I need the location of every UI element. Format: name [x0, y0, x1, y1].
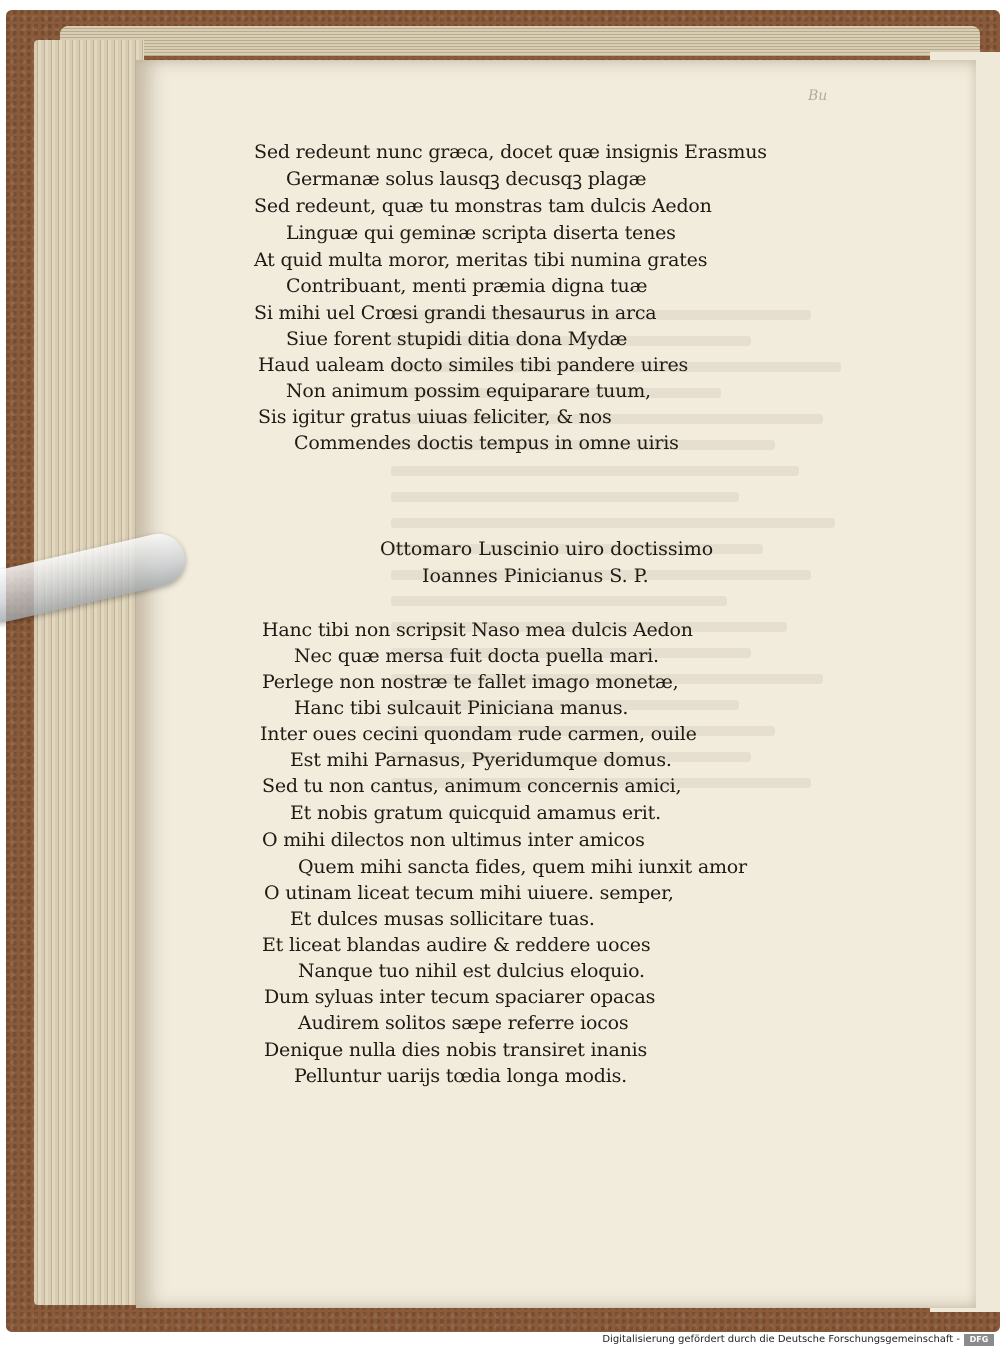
poem-heading-line2: Ioannes Pinicianus S. P.	[422, 565, 649, 587]
verse-line: Nanque tuo nihil est dulcius eloquio.	[298, 960, 645, 982]
verse-line: Hanc tibi non scripsit Naso mea dulcis Aedon	[262, 619, 693, 641]
verse-line: Est mihi Parnasus, Pyeridumque domus.	[290, 749, 672, 771]
verse-line: Contribuant, menti præmia digna tuæ	[286, 275, 648, 297]
verse-line: Pelluntur uarijs tœdia longa modis.	[294, 1065, 627, 1087]
page-edges-top	[60, 26, 980, 56]
verse-line: Nec quæ mersa fuit docta puella mari.	[294, 645, 659, 667]
verse-line: Siue forent stupidi ditia dona Mydæ	[286, 328, 628, 350]
footer-bar	[0, 1332, 1000, 1347]
verse-line: O mihi dilectos non ultimus inter amicos	[262, 829, 645, 851]
verse-line: Et nobis gratum quicquid amamus erit.	[290, 802, 661, 824]
digitization-credit: Digitalisierung gefördert durch die Deutsche Forschungsgemeinschaft -	[602, 1334, 960, 1345]
verse-line: Germanæ solus lausqꝫ decusqꝫ plagæ	[286, 168, 647, 190]
verse-line: Sed redeunt nunc græca, docet quæ insignis Erasmus	[254, 141, 767, 163]
verse-line: Haud ualeam docto similes tibi pandere uires	[258, 354, 689, 376]
verse-line: Commendes doctis tempus in omne uiris	[294, 432, 679, 454]
verse-line: Non animum possim equiparare tuum,	[286, 380, 651, 402]
verse-line: At quid multa moror, meritas tibi numina grates	[254, 249, 708, 271]
verse-line: Et dulces musas sollicitare tuas.	[290, 908, 595, 930]
verse-line: O utinam liceat tecum mihi uiuere. semper,	[264, 882, 674, 904]
verse-line: Inter oues cecini quondam rude carmen, ouile	[260, 723, 697, 745]
verse-line: Sis igitur gratus uiuas feliciter, & nos	[258, 406, 612, 428]
verse-line: Hanc tibi sulcauit Piniciana manus.	[294, 697, 629, 719]
verse-line: Sed redeunt, quæ tu monstras tam dulcis Aedon	[254, 195, 712, 217]
dfg-logo: DFG	[964, 1334, 994, 1346]
verse-line: Quem mihi sancta fides, quem mihi iunxit amor	[298, 856, 747, 878]
header-mark: Bu	[808, 88, 828, 104]
page-edges-left	[34, 40, 144, 1305]
verse-line: Sed tu non cantus, animum concernis amici,	[262, 775, 682, 797]
verse-line: Denique nulla dies nobis transiret inanis	[264, 1039, 648, 1061]
verse-line: Audirem solitos sæpe referre iocos	[298, 1012, 629, 1034]
book-page	[136, 60, 976, 1308]
verse-line: Perlege non nostræ te fallet imago monetæ,	[262, 671, 679, 693]
verse-line: Et liceat blandas audire & reddere uoces	[262, 934, 651, 956]
poem-heading-line1: Ottomaro Luscinio uiro doctissimo	[380, 538, 714, 560]
verse-line: Dum syluas inter tecum spaciarer opacas	[264, 986, 656, 1008]
verse-line: Linguæ qui geminæ scripta diserta tenes	[286, 222, 676, 244]
verse-line: Si mihi uel Crœsi grandi thesaurus in arca	[254, 302, 657, 324]
